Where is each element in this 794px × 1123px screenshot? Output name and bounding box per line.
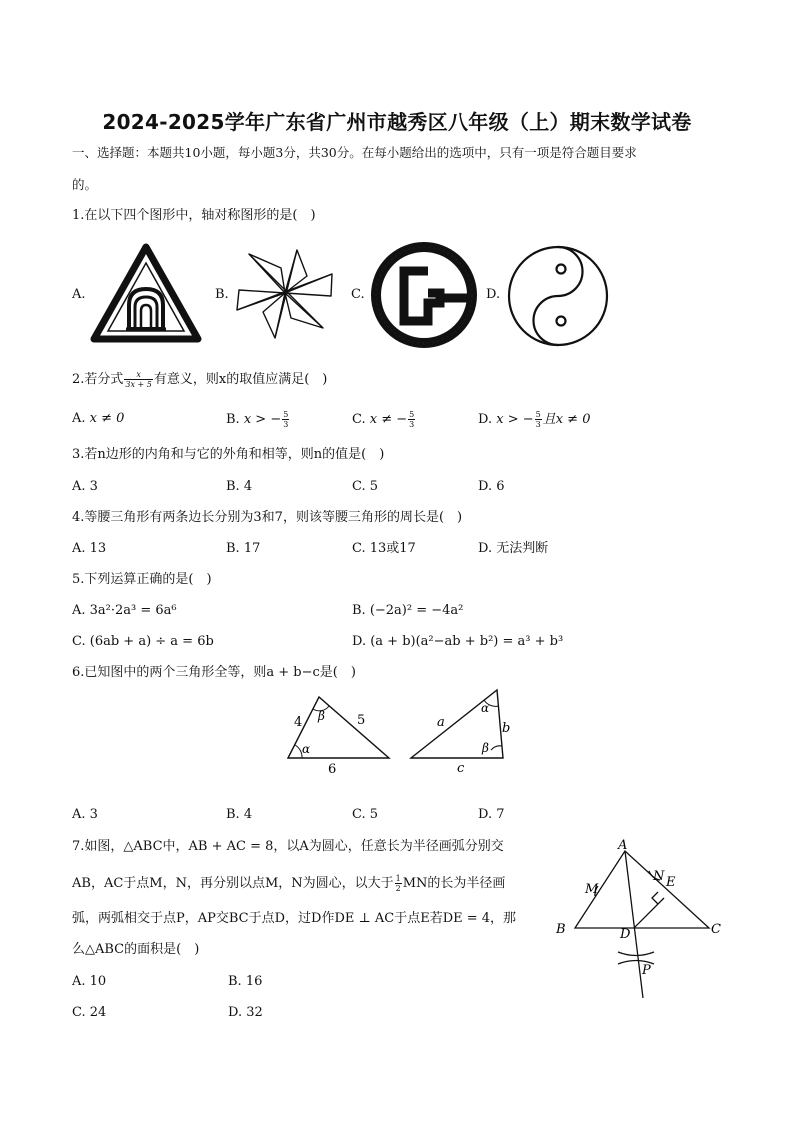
q2-option-c-num: 5 (409, 410, 415, 419)
q2-stem (72, 370, 327, 389)
q2-option-c-text: x ≠ − (369, 412, 408, 427)
q7-label-e: E (666, 875, 676, 890)
q6-triangle-2 (405, 686, 525, 778)
q2-option-b-fraction (282, 410, 289, 429)
q1-option-b-label: B. (215, 287, 229, 302)
q4-option-c: C. 13或17 (352, 541, 416, 556)
q7-option-c: C. 24 (72, 1005, 107, 1020)
q6-option-a: A. 3 (72, 807, 98, 822)
q3-option-a: A. 3 (72, 479, 98, 494)
q7-half-num: 1 (395, 874, 401, 883)
q2-option-b-den: 3 (283, 420, 289, 429)
q2-fraction-numerator: x (124, 370, 152, 380)
q1-option-a-label: A. (72, 287, 86, 302)
q6-triangle-1 (280, 692, 395, 777)
q6-fig1-right-side: 5 (357, 713, 366, 728)
q6-fig2-alpha: α (481, 701, 490, 715)
q7-option-d: D. 32 (228, 1005, 263, 1020)
q2-option-d-text: x > − (496, 412, 534, 427)
q2-fraction (124, 370, 152, 389)
q7-stem-line2-pre: AB，AC于点M，N，再分别以点M，N为圆心，以大于 (72, 876, 394, 891)
q2-option-b-label: B. (226, 412, 240, 427)
q7-label-m: M (585, 882, 599, 897)
q2-option-b-num: 5 (283, 410, 289, 419)
q2-option-d (478, 410, 590, 429)
q2-stem-post: 有意义，则x的取值应满足( ) (153, 372, 328, 387)
q2-option-d-tail: 且x ≠ 0 (542, 412, 591, 427)
q7-triangle-figure (552, 836, 727, 1001)
q6-fig2-bottom-side: c (457, 761, 465, 776)
q7-label-d: D (620, 927, 631, 942)
q1-figure-c-ring-logo (370, 241, 478, 349)
q2-option-d-fraction (535, 410, 542, 429)
q6-fig1-bottom-side: 6 (328, 762, 337, 777)
q2-option-d-label: D. (478, 412, 493, 427)
q6-stem: 6.已知图中的两个三角形全等，则a + b−c是( ) (72, 665, 356, 680)
q3-option-c: C. 5 (352, 479, 379, 494)
q1-figure-a-triangle-sign (90, 243, 202, 343)
q7-half-den: 2 (395, 884, 401, 893)
q2-option-a-text: x ≠ 0 (89, 411, 125, 426)
q3-option-b: B. 4 (226, 479, 253, 494)
q1-option-d-label: D. (486, 287, 501, 302)
q6-fig2-beta: β (482, 741, 489, 755)
q7-half-fraction (395, 874, 402, 893)
q5-option-a: A. 3a²·2a³ = 6a⁶ (72, 603, 177, 618)
q7-label-c: C (711, 922, 721, 937)
q2-fraction-denominator: 3x + 5 (125, 380, 152, 389)
section-instructions-line1: 一、选择题：本题共10小题，每小题3分，共30分。在每小题给出的选项中，只有一项是符合题目要求 (72, 145, 637, 160)
q7-stem-line2 (72, 874, 505, 893)
q7-label-b: B (556, 922, 566, 937)
q6-fig1-left-side: 4 (294, 715, 303, 730)
q1-stem: 1.在以下四个图形中，轴对称图形的是( ) (72, 208, 316, 223)
q4-option-a: A. 13 (72, 541, 107, 556)
q4-option-d: D. 无法判断 (478, 541, 549, 556)
q2-option-c-fraction (408, 410, 415, 429)
q2-option-d-num: 5 (535, 410, 541, 419)
q2-option-c-den: 3 (409, 420, 415, 429)
q1-figure-b-pinwheel (235, 246, 335, 340)
q2-option-c (352, 410, 416, 429)
q2-option-b (226, 410, 290, 429)
q7-stem-line2-post: MN的长为半径画 (402, 876, 506, 891)
q7-stem-line3: 弧，两弧相交于点P，AP交BC于点D，过D作DE ⊥ AC于点E若DE = 4，那 (72, 911, 517, 926)
q6-fig2-right-side: b (502, 721, 511, 736)
q7-label-a: A (618, 838, 628, 853)
q6-fig1-alpha: α (302, 742, 311, 756)
q4-option-b: B. 17 (226, 541, 261, 556)
q7-stem-line1: 7.如图，△ABC中，AB + AC = 8，以A为圆心，任意长为半径画弧分别交 (72, 839, 504, 854)
section-instructions-line2: 的。 (72, 177, 98, 192)
q3-stem: 3.若n边形的内角和与它的外角和相等，则n的值是( ) (72, 447, 385, 462)
q6-fig2-left-side: a (437, 715, 445, 730)
page-title: 2024-2025学年广东省广州市越秀区八年级（上）期末数学试卷 (102, 110, 692, 134)
q7-option-b: B. 16 (228, 974, 263, 989)
q2-option-d-den: 3 (535, 420, 541, 429)
q6-option-d: D. 7 (478, 807, 505, 822)
q2-option-a-label: A. (72, 411, 86, 426)
q1-option-c-label: C. (351, 287, 365, 302)
q7-label-p: P (642, 963, 651, 978)
q5-option-c: C. (6ab + a) ÷ a = 6b (72, 634, 214, 649)
q2-option-a (72, 410, 124, 428)
q5-option-b: B. (−2a)² = −4a² (352, 603, 464, 618)
q1-figure-d-yin-yang (506, 244, 610, 348)
q2-option-c-label: C. (352, 412, 366, 427)
q2-option-b-text: x > − (243, 412, 282, 427)
q5-stem: 5.下列运算正确的是( ) (72, 572, 212, 587)
q4-stem: 4.等腰三角形有两条边长分别为3和7，则该等腰三角形的周长是( ) (72, 510, 463, 525)
q6-fig1-beta: β (318, 709, 325, 723)
q5-option-d: D. (a + b)(a²−ab + b²) = a³ + b³ (352, 634, 564, 649)
q3-option-d: D. 6 (478, 479, 505, 494)
q6-option-b: B. 4 (226, 807, 253, 822)
q7-stem-line4: 么△ABC的面积是( ) (72, 942, 200, 957)
q7-option-a: A. 10 (72, 974, 107, 989)
q7-label-n: N (653, 869, 665, 884)
q6-option-c: C. 5 (352, 807, 379, 822)
q2-stem-pre: 2.若分式 (72, 372, 124, 387)
